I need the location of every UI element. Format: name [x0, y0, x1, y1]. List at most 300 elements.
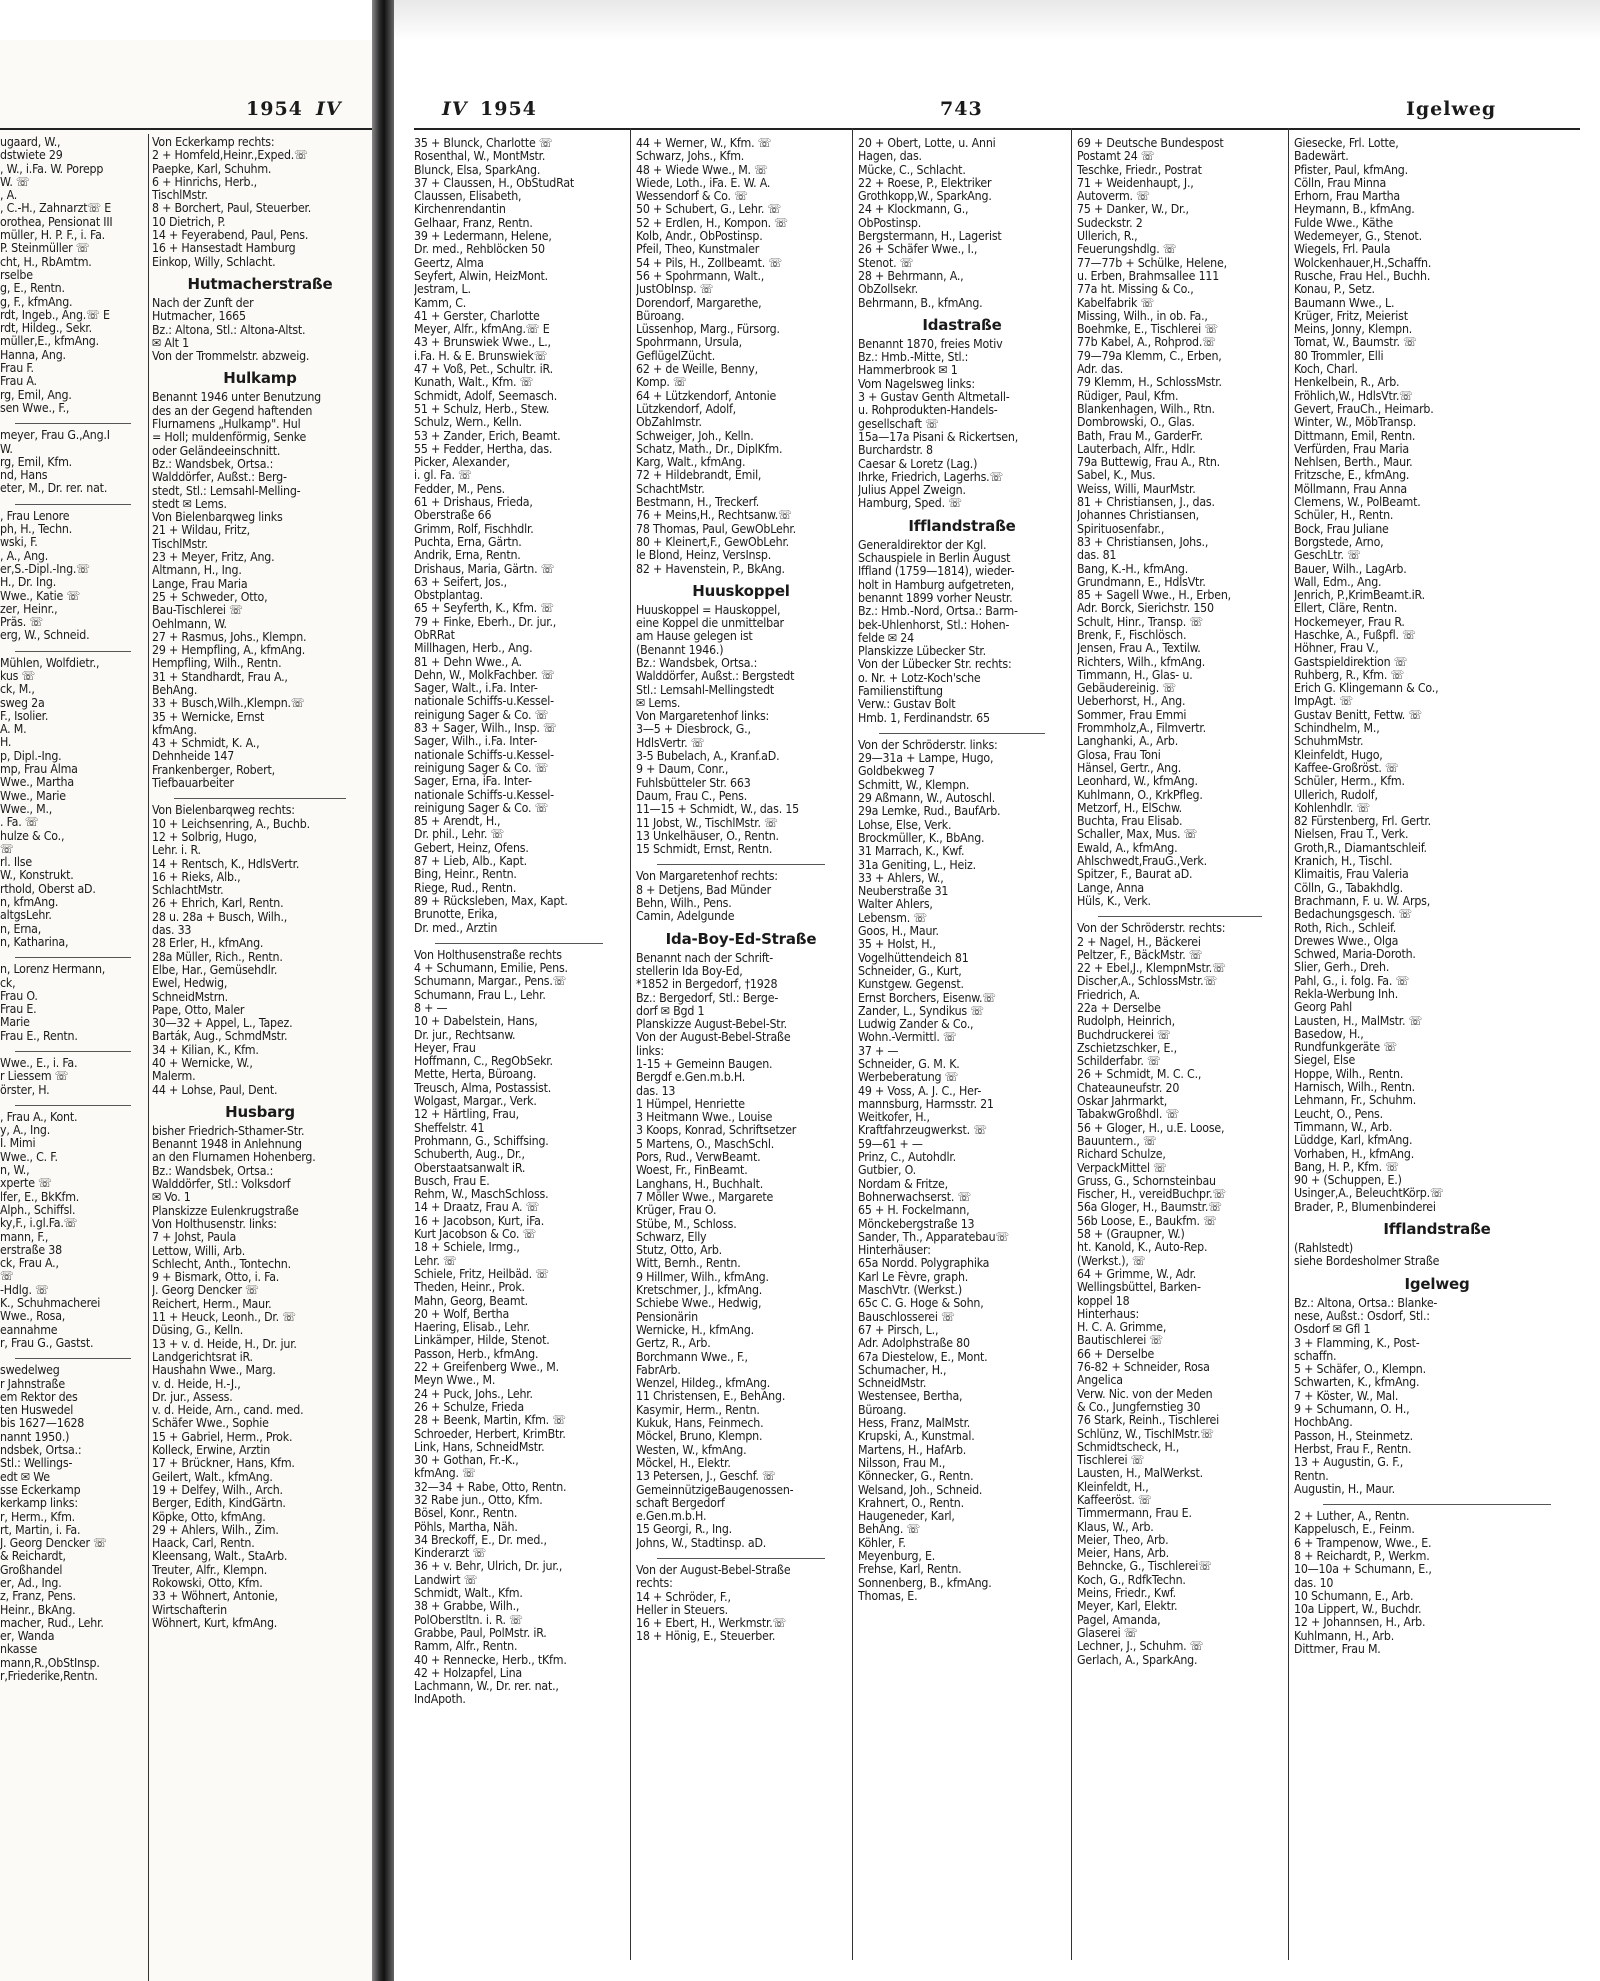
- directory-entry: 35 + Wernicke, Ernst: [152, 710, 265, 724]
- directory-entry: v. d. Heide, Arn., cand. med.: [152, 1404, 304, 1418]
- directory-entry: 67 + Pirsch, L.,: [858, 1323, 939, 1337]
- street-heading: Idastraße: [922, 315, 1002, 334]
- directory-entry: Pensionärin: [636, 1310, 698, 1324]
- directory-entry: Rusche, Frau Hel., Buchh.: [1294, 269, 1431, 283]
- directory-entry: Landgerichtsrat iR.: [152, 1350, 253, 1364]
- street-heading: Igelweg: [1404, 1274, 1470, 1293]
- directory-entry: 35 + Holst, H.,: [858, 938, 936, 952]
- directory-entry: 69 + Deutsche Bundespost: [1077, 137, 1224, 150]
- directory-entry: Walter Ahlers,: [858, 898, 933, 912]
- directory-entry: Möckel, H., Elektr.: [636, 1456, 731, 1470]
- directory-entry: Lüssenhop, Marg., Fürsorg.: [636, 323, 780, 337]
- directory-entry: ky,F., i.gl.Fa.☏: [0, 1217, 78, 1231]
- directory-entry: Schäfer Wwe., Sophie: [152, 1417, 269, 1431]
- directory-entry: 28 u. 28a + Busch, Wilh.,: [152, 910, 288, 924]
- directory-entry: Meier, Hans, Arb.: [1077, 1547, 1169, 1561]
- directory-entry: 49 + Voss, A. J. C., Her-: [858, 1084, 982, 1098]
- section-divider: [15, 498, 132, 505]
- directory-entry: er, Wanda: [0, 1630, 55, 1644]
- directory-entry: y, A., Ing.: [0, 1124, 51, 1138]
- directory-entry: Leonhard, W., kfmAng.: [1077, 775, 1198, 789]
- directory-entry: JustObInsp. ☏: [636, 283, 714, 297]
- directory-entry: Bauuntern., ☏: [1077, 1134, 1157, 1148]
- directory-entry: kus ☏: [0, 669, 36, 683]
- directory-entry: 21 + Wildau, Fritz,: [152, 524, 250, 538]
- directory-entry: Blankenhagen, Wilh., Rtn.: [1077, 402, 1215, 416]
- directory-entry: Ullerich, Rudolf,: [1294, 788, 1378, 802]
- directory-entry: Einkop, Willy, Schlacht.: [152, 255, 276, 269]
- directory-entry: Von der August-Bebel-Straße: [636, 1031, 791, 1045]
- section-divider: [174, 792, 347, 799]
- directory-entry: 13 + Augustin, G. F.,: [1294, 1456, 1404, 1470]
- directory-entry: Hüls, K., Verk.: [1077, 894, 1151, 908]
- directory-entry: 3 + Flamming, K., Post-: [1294, 1336, 1420, 1350]
- directory-entry: 64 + Grimme, W., Adr.: [1077, 1267, 1197, 1281]
- directory-entry: VerpackMittel ☏: [1077, 1161, 1167, 1175]
- directory-entry: Spohrmann, Ursula,: [636, 336, 742, 350]
- directory-entry: Oskar Jahrmarkt,: [1077, 1095, 1168, 1109]
- directory-entry: das. 13: [636, 1084, 676, 1098]
- directory-entry: holt in Hamburg aufgetreten,: [858, 578, 1015, 592]
- directory-entry: Hess, Franz, MalMstr.: [858, 1417, 971, 1431]
- directory-entry: Spirituosenfabr.,: [1077, 522, 1165, 536]
- directory-entry: K., Schuhmacherei: [0, 1297, 101, 1311]
- directory-entry: Koch, Charl.: [1294, 363, 1358, 377]
- directory-entry: rg, Emil, Ang.: [0, 388, 72, 402]
- street-heading: Hutmacherstraße: [187, 274, 333, 293]
- directory-entry: 55 + Fedder, Hertha, das.: [414, 442, 553, 456]
- directory-entry: Könnecker, G., Rentn.: [858, 1470, 974, 1484]
- directory-entry: Meier, Theo, Arb.: [1077, 1533, 1169, 1547]
- street-heading: Hulkamp: [223, 369, 297, 388]
- directory-entry: Sudeckstr. 2: [1077, 216, 1143, 230]
- directory-entry: 14 + Rentsch, K., HdlsVertr.: [152, 857, 300, 871]
- directory-entry: Martens, H., HafArb.: [858, 1443, 967, 1457]
- directory-entry: Schwarz, Johs., Kfm.: [636, 150, 745, 164]
- directory-entry: Flurnamens „Hulkamp". Hul: [152, 418, 301, 432]
- right-page: [394, 0, 1600, 1981]
- directory-entry: Schwed, Maria-Doroth.: [1294, 948, 1416, 962]
- directory-entry: Mönckebergstraße 13: [858, 1217, 975, 1231]
- directory-entry: Bock, Frau Juliane: [1294, 522, 1389, 536]
- directory-entry: 29—31a + Lampe, Hugo,: [858, 752, 994, 766]
- directory-entry: Busch, Frau E.: [414, 1174, 490, 1188]
- directory-entry: 28 Erler, H., kfmAng.: [152, 937, 264, 951]
- directory-entry: Meyn Wwe., M.: [414, 1374, 496, 1388]
- directory-entry: Georg Pahl: [1294, 1001, 1353, 1015]
- directory-entry: Nach der Zunft der: [152, 296, 254, 310]
- directory-entry: 7 + Köster, W., Mal.: [1294, 1389, 1399, 1403]
- directory-entry: Discher,A., SchlossMstr.☏: [1077, 975, 1218, 989]
- directory-entry: Frau F.: [0, 362, 34, 376]
- directory-entry: Andrik, Erna, Rentn.: [414, 549, 521, 563]
- directory-entry: 31a Geniting, L., Heiz.: [858, 858, 976, 872]
- directory-entry: Adr. das.: [1077, 363, 1124, 377]
- directory-entry: 20 + Wolf, Bertha: [414, 1307, 510, 1321]
- directory-entry: Stl.: Wellings-: [0, 1457, 73, 1471]
- directory-entry: Bath, Frau M., GarderFr.: [1077, 429, 1203, 443]
- directory-entry: GemeinnützigeBaugenossen-: [636, 1483, 794, 1497]
- directory-entry: Düsing, G., Kelln.: [152, 1324, 244, 1338]
- directory-entry: 64 + Lützkendorf, Antonie: [636, 389, 777, 403]
- directory-entry: Dittmann, Emil, Rentn.: [1294, 429, 1416, 443]
- directory-entry: Gertz, R., Arb.: [636, 1337, 711, 1351]
- directory-entry: ten Huswedel: [0, 1404, 74, 1418]
- directory-entry: 80 Trommler, Elli: [1294, 349, 1384, 363]
- directory-entry: Höhner, Frau V.,: [1294, 642, 1379, 656]
- directory-entry: Wwe., Marie: [0, 789, 66, 803]
- directory-entry: i.Fa. H. & E. Brunswiek☏: [414, 349, 548, 363]
- directory-entry: H.: [0, 736, 12, 750]
- directory-entry: 56 + Gloger, H., u.E. Loose,: [1077, 1121, 1225, 1135]
- right-column-4: [1077, 137, 1283, 1961]
- directory-entry: Feuerungshdlg. ☏: [1077, 243, 1177, 257]
- directory-entry: 14 + Schröder, F.,: [636, 1590, 731, 1604]
- directory-entry: v. d. Heide, H.-J.,: [152, 1377, 241, 1391]
- directory-entry: Heymann, B., kfmAng.: [1294, 203, 1415, 217]
- directory-entry: Meyer, Karl, Elektr.: [1077, 1600, 1178, 1614]
- directory-entry: (Benannt 1946.): [636, 643, 724, 657]
- directory-entry: , C.-H., Zahnarzt☏ E: [0, 202, 112, 216]
- directory-entry: dstwiete 29: [0, 149, 63, 163]
- column-divider-3: [1071, 128, 1072, 1960]
- directory-entry: 11—15 + Schmidt, W., das. 15: [636, 803, 800, 817]
- directory-entry: Fulde Wwe., Käthe: [1294, 216, 1394, 230]
- directory-entry: Bing, Heinr., Rentn.: [414, 868, 517, 882]
- directory-entry: 15 Schmidt, Ernst, Rentn.: [636, 843, 773, 857]
- directory-entry: swedelweg: [0, 1364, 60, 1378]
- directory-entry: Bz.: Wandsbek, Ortsa.:: [152, 457, 274, 471]
- directory-entry: Rüdiger, Paul, Kfm.: [1077, 389, 1179, 403]
- directory-entry: Adr. Borck, Sierichstr. 150: [1077, 602, 1214, 616]
- directory-entry: Hoffmann, C., RegObSekr.: [414, 1055, 553, 1069]
- directory-entry: Wöhnert, Kurt, kfmAng.: [152, 1616, 278, 1630]
- directory-entry: Geertz, Alma: [414, 256, 484, 270]
- directory-entry: Borchmann Wwe., F.,: [636, 1350, 748, 1364]
- directory-entry: 10—10a + Schumann, E.,: [1294, 1563, 1432, 1577]
- directory-entry: 15a—17a Pisani & Rickertsen,: [858, 430, 1019, 444]
- directory-entry: ck, Frau A.,: [0, 1257, 59, 1271]
- directory-entry: stedt, Stl.: Lemsahl-Melling-: [152, 484, 301, 498]
- directory-entry: Lehr. ☏: [414, 1254, 457, 1268]
- directory-entry: Mette, Herta, Büroang.: [414, 1068, 537, 1082]
- directory-entry: Wwe., C. F.: [0, 1150, 58, 1164]
- directory-entry: 6 + Hinrichs, Herb.,: [152, 175, 257, 189]
- directory-entry: 72 + Hildebrandt, Emil,: [636, 469, 762, 483]
- directory-entry: Sommer, Frau Emmi: [1077, 708, 1187, 722]
- directory-entry: 59—61 + —: [858, 1137, 923, 1151]
- directory-entry: Linkämper, Hilde, Stenot.: [414, 1334, 550, 1348]
- directory-entry: Gelhaar, Franz, Rentn.: [414, 216, 533, 230]
- directory-entry: Weitkofer, H.,: [858, 1111, 930, 1125]
- directory-entry: Alph., Schiffsl.: [0, 1203, 76, 1217]
- directory-entry: ☏: [0, 1270, 14, 1284]
- directory-entry: stedt ✉ Lems.: [152, 497, 227, 511]
- directory-entry: 10 Dietrich, P.: [152, 215, 226, 229]
- directory-entry: 11 + Heuck, Leonh., Dr. ☏: [152, 1311, 296, 1325]
- directory-entry: 41 + Gerster, Charlotte: [414, 309, 540, 323]
- directory-entry: 22 + Ebel,J., KlempnMstr.☏: [1077, 962, 1226, 976]
- directory-entry: Boehmke, E., Tischlerei ☏: [1077, 323, 1218, 337]
- directory-entry: ✉ Vo. 1: [152, 1191, 191, 1205]
- directory-entry: 3 Koops, Konrad, Schriftsetzer: [636, 1124, 797, 1138]
- directory-entry: 30—32 + Appel, L., Tapez.: [152, 1017, 293, 1031]
- directory-entry: Clemens, W., PolBeamt.: [1294, 496, 1421, 510]
- directory-entry: Claussen, Elisabeth,: [414, 190, 522, 204]
- directory-entry: 9 + Schumann, O. H.,: [1294, 1403, 1410, 1417]
- directory-entry: 23 + Meyer, Fritz, Ang.: [152, 551, 275, 565]
- directory-entry: Verw. Nic. von der Meden: [1077, 1387, 1213, 1401]
- directory-entry: 29 + Hempfling, A., kfmAng.: [152, 644, 306, 658]
- directory-entry: 25 + Schweder, Otto,: [152, 590, 268, 604]
- directory-entry: Kirchenrendantin: [414, 203, 506, 217]
- directory-entry: Usinger,A., BeleuchtKörp.☏: [1294, 1187, 1444, 1201]
- directory-entry: Schauspiele in Berlin August: [858, 552, 1011, 566]
- directory-entry: 5 + Schäfer, O., Klempn.: [1294, 1363, 1426, 1377]
- directory-entry: Büroang.: [858, 1403, 907, 1417]
- directory-entry: Planskizze Lübecker Str.: [858, 645, 986, 659]
- directory-entry: Brenk, F., Fischlösch.: [1077, 628, 1187, 642]
- directory-entry: Passon, H., Steinmetz.: [1294, 1429, 1413, 1443]
- directory-entry: kfmAng.: [152, 723, 197, 737]
- directory-entry: Kleinfeldt, Hugo,: [1294, 748, 1383, 762]
- directory-entry: stellerin Ida Boy-Ed,: [636, 964, 743, 978]
- directory-entry: 15 + Gabriel, Herm., Prok.: [152, 1430, 293, 1444]
- directory-entry: 14 + Feyerabend, Paul, Pens.: [152, 229, 309, 243]
- directory-entry: Geilert, Walt., kfmAng.: [152, 1470, 273, 1484]
- directory-entry: Woest, Fr., FinBeamt.: [636, 1164, 748, 1178]
- directory-entry: 53 + Zander, Erich, Beamt.: [414, 429, 561, 443]
- directory-entry: 2 + Luther, A., Rentn.: [1294, 1510, 1410, 1524]
- directory-entry: 15 Georgi, R., Ing.: [636, 1523, 732, 1537]
- directory-entry: W., Konstrukt.: [0, 869, 74, 883]
- directory-entry: 81 + Christiansen, J., das.: [1077, 496, 1215, 510]
- directory-entry: Obstplantag.: [414, 589, 483, 603]
- directory-entry: Schlecht, Anth., Tontechn.: [152, 1257, 291, 1271]
- directory-entry: Metzorf, H., ElSchw.: [1077, 801, 1182, 815]
- directory-entry: eter, M., Dr. rer. nat.: [0, 482, 108, 496]
- directory-entry: Julius Appel Zweign.: [858, 484, 966, 498]
- directory-entry: 79 Klemm, H., SchlossMstr.: [1077, 376, 1222, 390]
- directory-entry: Köpke, Otto, kfmAng.: [152, 1510, 266, 1524]
- section-divider: [879, 727, 1045, 734]
- directory-entry: Basedow, H.,: [1294, 1027, 1364, 1041]
- directory-entry: rl. Ilse: [0, 856, 32, 870]
- directory-entry: Timmann, W., Arb.: [1294, 1120, 1393, 1134]
- directory-entry: n, W.,: [0, 1164, 30, 1178]
- directory-entry: Krüger, Fritz, Meierist: [1294, 309, 1408, 323]
- directory-entry: sweg 2a: [0, 696, 45, 710]
- directory-entry: Von der Schröderstr. links:: [858, 738, 998, 752]
- directory-entry: , Frau A., Kont.: [0, 1110, 78, 1124]
- directory-entry: Wellingsbüttel, Barken-: [1077, 1281, 1201, 1295]
- section-divider: [435, 937, 603, 944]
- directory-entry: 38 + Grabbe, Wilh.,: [414, 1600, 520, 1614]
- directory-entry: 43 + Brunswiek Wwe., L.,: [414, 336, 551, 350]
- directory-entry: Weiss, Willi, MaurMstr.: [1077, 482, 1196, 496]
- directory-entry: Lausten, H., MalMstr. ☏: [1294, 1014, 1423, 1028]
- directory-entry: nkasse: [0, 1643, 38, 1657]
- directory-entry: Zschietzschker, E.,: [1077, 1041, 1177, 1055]
- directory-entry: 76 + Meins,H., Rechtsanw.☏: [636, 509, 792, 523]
- directory-entry: Kaffee-Großröst. ☏: [1294, 761, 1399, 775]
- directory-entry: Cölln, G., Tabakhdlg.: [1294, 881, 1403, 895]
- directory-entry: r, Frau G., Gastst.: [0, 1336, 94, 1350]
- directory-entry: Großhandel: [0, 1563, 63, 1577]
- directory-entry: & Co., Jungfernstieg 30: [1077, 1400, 1201, 1414]
- directory-entry: Haack, Carl, Rentn.: [152, 1537, 255, 1551]
- directory-entry: rt, Martin, i. Fa.: [0, 1523, 81, 1537]
- directory-entry: , A., Ang.: [0, 549, 49, 563]
- directory-entry: 56a Gloger, H., Baumstr.☏: [1077, 1201, 1222, 1215]
- directory-entry: Präs. ☏: [0, 616, 44, 630]
- directory-entry: Friedrich, A.: [1077, 988, 1140, 1002]
- directory-entry: 22 + Roese, P., Elektriker: [858, 176, 992, 190]
- directory-entry: J. Georg Dencker ☏: [152, 1284, 259, 1298]
- directory-entry: 26 + Schmidt, M. C. C.,: [1077, 1068, 1202, 1082]
- directory-entry: Peltzer, F., BäckMstr. ☏: [1077, 948, 1203, 962]
- directory-entry: Henkelbein, R., Arb.: [1294, 376, 1400, 390]
- directory-entry: Nehlsen, Berth., Maur.: [1294, 456, 1413, 470]
- directory-entry: Welsand, Joh., Schneid.: [858, 1483, 983, 1497]
- directory-entry: 16 + Rieks, Alb.,: [152, 870, 241, 884]
- directory-entry: eine Koppel die unmittelbar: [636, 617, 784, 631]
- directory-entry: 29 + Ahlers, Wilh., Zim.: [152, 1523, 279, 1537]
- directory-entry: 34 + Kilian, K., Kfm.: [152, 1043, 259, 1057]
- directory-entry: Teschke, Friedr., Postrat: [1077, 163, 1202, 177]
- directory-entry: Bautischlerei ☏: [1077, 1334, 1164, 1348]
- directory-entry: ObZahlmstr.: [636, 416, 702, 430]
- directory-entry: Krahnert, O., Rentn.: [858, 1496, 964, 1510]
- directory-entry: Wwe., E., i. Fa.: [0, 1057, 78, 1070]
- directory-entry: 56b Loose, E., Baukfm. ☏: [1077, 1214, 1217, 1228]
- directory-entry: Dehnheide 147: [152, 750, 235, 764]
- directory-entry: kfmAng. ☏: [414, 1467, 476, 1481]
- directory-entry: 32—34 + Rabe, Otto, Rentn.: [414, 1480, 567, 1494]
- directory-entry: Wiegels, Frl. Paula: [1294, 243, 1391, 257]
- directory-entry: Schumann, Frau L., Lehr.: [414, 988, 546, 1002]
- directory-entry: Kamm, C.: [414, 296, 467, 310]
- directory-entry: ImpAgt. ☏: [1294, 695, 1354, 709]
- directory-entry: Bz.: Bergedorf, Stl.: Berge-: [636, 991, 779, 1005]
- directory-entry: Lebensm. ☏: [858, 911, 928, 925]
- directory-entry: em Rektor des: [0, 1390, 78, 1404]
- directory-entry: Erich G. Klingemann & Co.,: [1294, 682, 1439, 696]
- directory-entry: Lange, Anna: [1077, 881, 1144, 895]
- directory-entry: Westensee, Bertha,: [858, 1390, 963, 1404]
- directory-entry: 56 + Spohrmann, Walt.,: [636, 269, 765, 283]
- directory-entry: Landwirt ☏: [414, 1573, 478, 1587]
- directory-entry: i. gl. Fa. ☏: [414, 469, 472, 483]
- directory-entry: 19 + Delfey, Wilh., Arch.: [152, 1483, 283, 1497]
- directory-entry: Schlünz, W., TischlMstr.☏: [1077, 1427, 1214, 1441]
- directory-entry: Grabbe, Paul, PolMstr. iR.: [414, 1626, 547, 1640]
- directory-entry: Sonnenberg, B., kfmAng.: [858, 1576, 992, 1590]
- directory-entry: 7 + Johst, Paula: [152, 1231, 237, 1245]
- directory-entry: Leucht, O., Pens.: [1294, 1107, 1383, 1121]
- directory-entry: Mücke, C., Schlacht.: [858, 163, 966, 177]
- directory-entry: 48 + Wiede Wwe., M. ☏: [636, 163, 768, 177]
- directory-entry: 8 + Reichardt, P., Werkm.: [1294, 1549, 1430, 1563]
- directory-entry: Lauterbach, Alfr., Hdlr.: [1077, 442, 1196, 456]
- directory-entry: 29a Lemke, Rud., BaufArb.: [858, 805, 1001, 819]
- directory-entry: Buchta, Frau Elisab.: [1077, 815, 1183, 829]
- directory-entry: r Liessem ☏: [0, 1070, 69, 1084]
- directory-entry: Von der August-Bebel-Straße: [636, 1563, 791, 1577]
- directory-entry: 65 + H. Fockelmann,: [858, 1204, 970, 1218]
- directory-entry: Meins, Friedr., Kwf.: [1077, 1587, 1176, 1601]
- directory-entry: 52 + Erdlen, H., Kompon. ☏: [636, 216, 788, 230]
- directory-entry: SchneidMstrn.: [152, 990, 228, 1004]
- directory-entry: Benannt 1948 in Anlehnung: [152, 1138, 302, 1152]
- directory-entry: Schilderfabr. ☏: [1077, 1055, 1161, 1069]
- directory-entry: 51 + Schulz, Herb., Stew.: [414, 402, 550, 416]
- section-divider: [15, 1099, 132, 1106]
- directory-entry: , Frau Lenore: [0, 509, 70, 523]
- directory-entry: 35 + Blunck, Charlotte ☏: [414, 137, 553, 150]
- directory-entry: 1 Hümpel, Henriette: [636, 1097, 745, 1111]
- directory-entry: H., Dr. Ing.: [0, 576, 57, 590]
- directory-entry: meyer, Frau G.,Ang.I: [0, 429, 110, 443]
- directory-entry: Von der Lübecker Str. rechts:: [858, 658, 1012, 672]
- directory-entry: 3 Heitmann Wwe., Louise: [636, 1111, 773, 1125]
- directory-entry: eannahme: [0, 1323, 58, 1337]
- directory-entry: Schumacher, H.,: [858, 1363, 947, 1377]
- directory-entry: Verfürden, Frau Maria: [1294, 442, 1409, 456]
- directory-entry: Bohnerwachserst. ☏: [858, 1190, 972, 1204]
- directory-entry: Buchdruckerei ☏: [1077, 1028, 1171, 1042]
- directory-entry: Oberstaatsanwalt iR.: [414, 1161, 526, 1175]
- directory-entry: Schmidt, Adolf, Seemasch.: [414, 389, 558, 403]
- directory-entry: le Blond, Heinz, VersInsp.: [636, 549, 772, 563]
- directory-entry: Von Holthusenstr. links:: [152, 1217, 277, 1231]
- directory-entry: Goldbekweg 7: [858, 765, 935, 779]
- directory-entry: Lehr. i. R.: [152, 844, 201, 858]
- directory-entry: benannt 1899 vorher Neustr.: [858, 591, 1013, 605]
- directory-entry: Elbe, Har., Gemüsehdlr.: [152, 963, 278, 977]
- directory-entry: 2 + Homfeld,Heinr.,Exped.☏: [152, 149, 308, 163]
- directory-entry: Ernst Borchers, Eisenw.☏: [858, 991, 996, 1005]
- directory-entry: Gastspieldirektion ☏: [1294, 655, 1408, 669]
- directory-entry: Jensen, Frau A., Textilw.: [1077, 642, 1201, 656]
- directory-entry: 76 Stark, Reinh., Tischlerei: [1077, 1414, 1220, 1428]
- directory-entry: Timmann, H., Glas- u.: [1077, 668, 1193, 682]
- directory-entry: Vom Nagelsweg links:: [858, 377, 975, 391]
- directory-entry: 79—79a Klemm, C., Erben,: [1077, 349, 1222, 363]
- directory-entry: Bang, H. P., Kfm. ☏: [1294, 1160, 1399, 1174]
- directory-entry: A. M.: [0, 723, 27, 737]
- directory-entry: Kunath, Walt., Kfm. ☏: [414, 376, 534, 390]
- directory-entry: H. C. A. Grimme,: [1077, 1321, 1167, 1335]
- directory-entry: Jestram, L.: [414, 283, 471, 297]
- directory-entry: Schwarz, Elly: [636, 1230, 707, 1244]
- left-page: [0, 40, 372, 1981]
- directory-entry: Millhagen, Herb., Ang.: [414, 642, 533, 656]
- left-header-section: IV: [316, 98, 342, 120]
- directory-entry: xperte ☏: [0, 1177, 52, 1191]
- directory-entry: Kuhlmann, O., KrkPfleg.: [1077, 788, 1203, 802]
- directory-entry: 62 + de Weille, Benny,: [636, 363, 758, 377]
- directory-entry: Rokowski, Otto, Kfm.: [152, 1576, 263, 1590]
- directory-entry: ObPostinsp.: [858, 216, 922, 230]
- directory-entry: Stutz, Otto, Arb.: [636, 1244, 722, 1258]
- directory-entry: 80 + Kleinert,F., GewObLehr.: [636, 535, 789, 549]
- directory-entry: Kukuk, Hans, Feinmech.: [636, 1417, 764, 1431]
- directory-entry: 87 + Lieb, Alb., Kapt.: [414, 855, 527, 869]
- directory-entry: Dr. jur., Rechtsanw.: [414, 1028, 516, 1042]
- directory-entry: I. Mimi: [0, 1137, 36, 1151]
- directory-entry: Bauer, Wilh., LagArb.: [1294, 562, 1407, 576]
